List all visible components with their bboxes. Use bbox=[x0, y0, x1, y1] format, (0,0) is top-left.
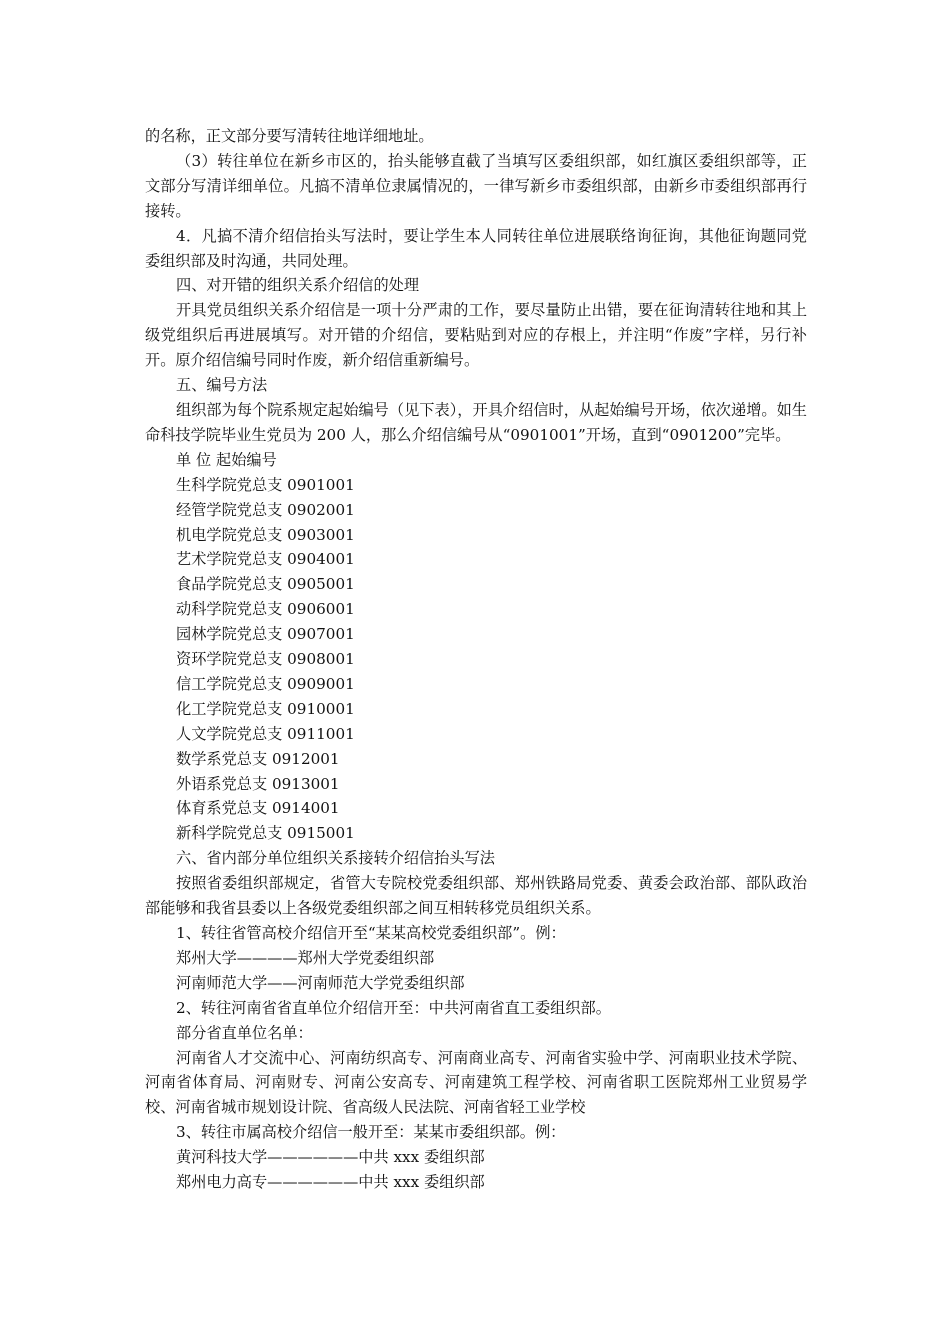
unit-row: 生科学院党总支 0901001 bbox=[176, 475, 355, 494]
example-line: 河南师范大学——河南师范大学党委组织部 bbox=[176, 973, 465, 992]
rule-2: 2、转往河南省省直单位介绍信开至：中共河南省直工委组织部。 bbox=[176, 998, 611, 1017]
section-heading-5: 五、编号方法 bbox=[176, 376, 268, 395]
section-heading-6: 六、省内部分单位组织关系接转介绍信抬头写法 bbox=[176, 849, 495, 868]
unit-row: 人文学院党总支 0911001 bbox=[176, 724, 355, 743]
paragraph-numbering: 组织部为每个院系规定起始编号（见下表），开具介绍信时，从起始编号开场，依次递增。如生命科技学院毕业生党员为 200 人，那么介绍信编号从“0901001”开场，直到“0901200”完毕。 bbox=[145, 400, 807, 444]
unit-row: 食品学院党总支 0905001 bbox=[176, 575, 355, 594]
unit-table-header: 单 位 起始编号 bbox=[176, 450, 277, 469]
paragraph-error-handling: 开具党员组织关系介绍信是一项十分严肃的工作，要尽量防止出错，要在征询清转往地和其上级党组织后再进展填写。对开错的介绍信，要粘贴到对应的存根上，并注明“作废”字样，另行补开。原介绍信编号同时作废，新介绍信重新编号。 bbox=[145, 301, 807, 370]
rule-3: 3、转往市属高校介绍信一般开至：某某市委组织部。例： bbox=[176, 1123, 566, 1142]
unit-row: 园林学院党总支 0907001 bbox=[176, 625, 355, 644]
unit-row: 经管学院党总支 0902001 bbox=[176, 500, 355, 519]
list-heading: 部分省直单位名单： bbox=[176, 1023, 313, 1042]
unit-row: 信工学院党总支 0909001 bbox=[176, 674, 355, 693]
paragraph-provincial-rules: 按照省委组织部规定，省管大专院校党委组织部、郑州铁路局党委、黄委会政治部、部队政治部能够和我省县委以上各级党委组织部之间互相转移党员组织关系。 bbox=[145, 874, 807, 918]
unit-row: 体育系党总支 0914001 bbox=[176, 799, 340, 818]
paragraph-xinxiang: （3）转往单位在新乡市区的，抬头能够直截了当填写区委组织部，如红旗区委组织部等，正文部分写清详细单位。凡搞不清单位隶属情况的，一律写新乡市委组织部，由新乡市委组织部再行接转。 bbox=[145, 151, 807, 220]
example-line: 郑州电力高专——————中共 xxx 委组织部 bbox=[176, 1173, 485, 1192]
unit-row: 外语系党总支 0913001 bbox=[176, 774, 340, 793]
section-heading-4: 四、对开错的组织关系介绍信的处理 bbox=[176, 276, 419, 295]
unit-row: 机电学院党总支 0903001 bbox=[176, 525, 355, 544]
paragraph-unclear-header: 4．凡搞不清介绍信抬头写法时，要让学生本人同转往单位进展联络询征询，其他征询题同党委组织部及时沟通，共同处理。 bbox=[145, 226, 807, 270]
document-page bbox=[145, 124, 807, 1195]
unit-row: 新科学院党总支 0915001 bbox=[176, 824, 355, 843]
unit-row: 化工学院党总支 0910001 bbox=[176, 699, 355, 718]
rule-1: 1、转往省管高校介绍信开至“某某高校党委组织部”。例： bbox=[176, 924, 566, 942]
example-line: 黄河科技大学——————中共 xxx 委组织部 bbox=[176, 1148, 485, 1167]
unit-row: 艺术学院党总支 0904001 bbox=[176, 550, 355, 569]
provincial-unit-list: 河南省人才交流中心、河南纺织高专、河南商业高专、河南省实验中学、河南职业技术学院、河南省体育局、河南财专、河南公安高专、河南建筑工程学校、河南省职工医院郑州工业贸易学校、河南省城市规划设计院、省高级人民法院、河南省轻工业学校 bbox=[145, 1048, 807, 1117]
unit-row: 资环学院党总支 0908001 bbox=[176, 650, 355, 669]
example-line: 郑州大学————郑州大学党委组织部 bbox=[176, 948, 435, 967]
unit-row: 数学系党总支 0912001 bbox=[176, 749, 340, 768]
unit-row: 动科学院党总支 0906001 bbox=[176, 600, 355, 619]
paragraph-address: 的名称，正文部分要写清转往地详细地址。 bbox=[145, 127, 434, 145]
